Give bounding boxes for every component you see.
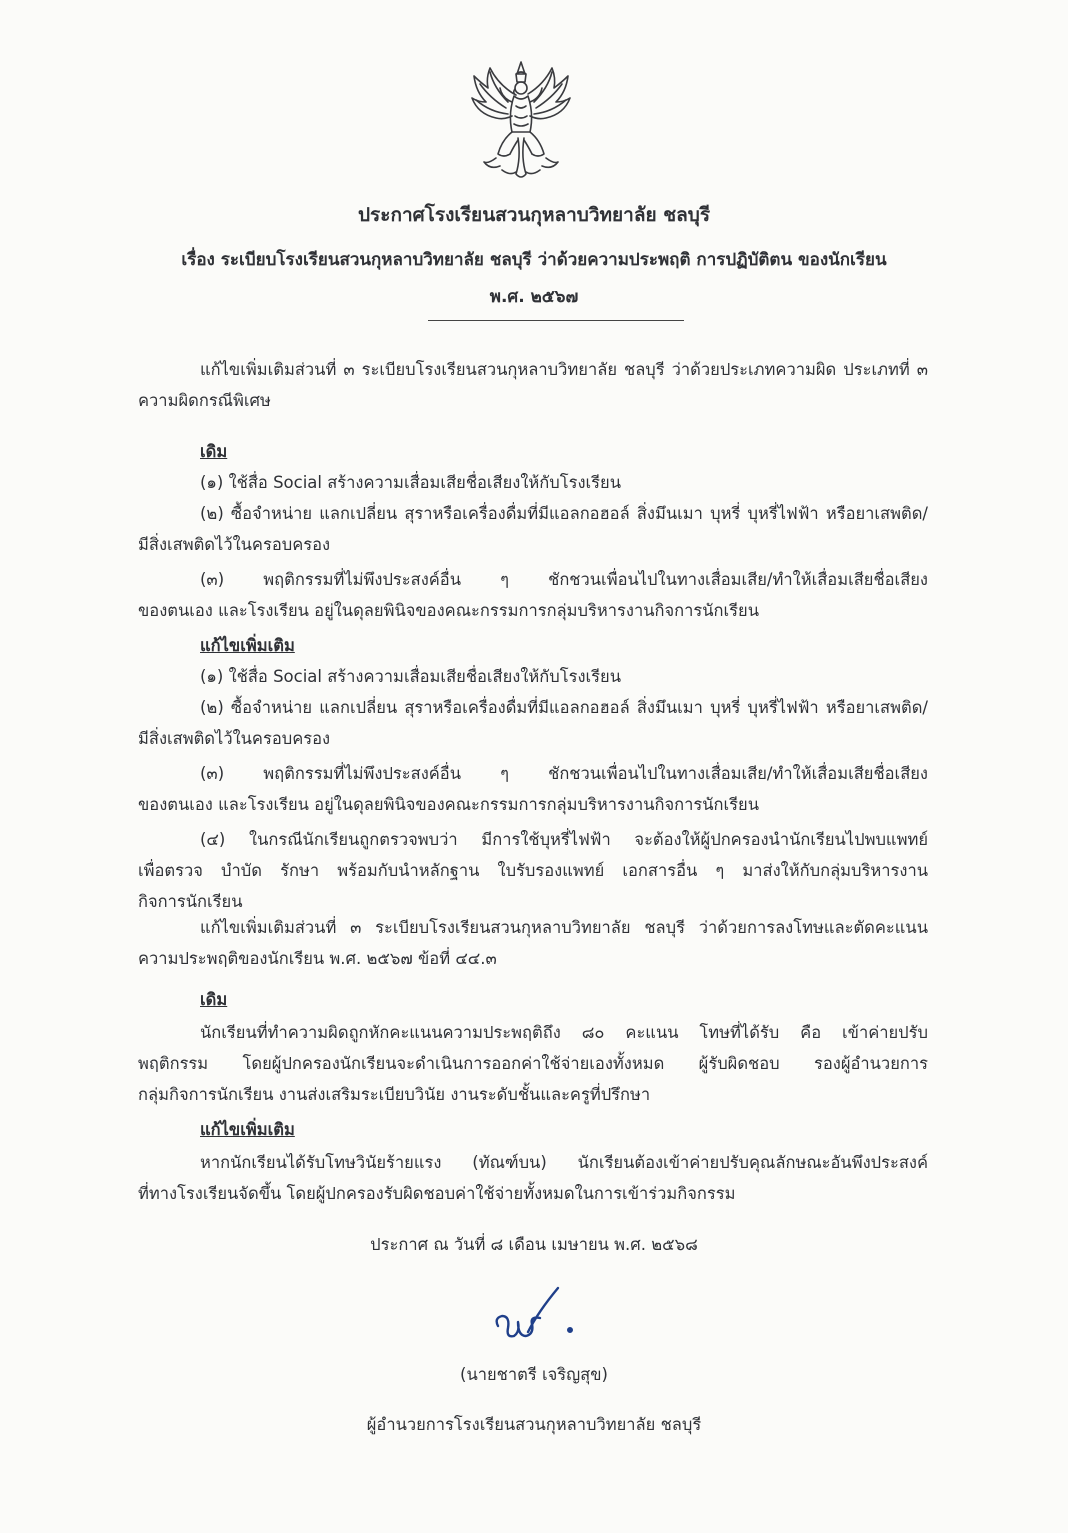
section-1-original-item-2-line-1: (๒) ซื้อจำหน่าย แลกเปลี่ยน สุราหรือเครื่องดื่มที่มีแอลกอฮอล์ สิ่งมึนเมา บุหรี่ บุหรี่ไฟฟ้า หรือยาเสพติด/ <box>200 504 928 523</box>
section-2-original-line-2: พฤติกรรม โดยผู้ปกครองนักเรียนจะดำเนินการออกค่าใช้จ่ายเองทั้งหมด ผู้รับผิดชอบ รองผู้อำนวยการ <box>138 1054 928 1073</box>
section-1 <box>138 354 928 917</box>
announcement-subject: เรื่อง ระเบียบโรงเรียนสวนกุหลาบวิทยาลัย ชลบุรี ว่าด้วยความประพฤติ การปฏิบัติตน ของนักเรียน <box>181 250 887 270</box>
section-2-intro-line-1: แก้ไขเพิ่มเติมส่วนที่ ๓ ระเบียบโรงเรียนสวนกุหลาบวิทยาลัย ชลบุรี ว่าด้วยการลงโทษและตัดคะแนน <box>200 918 928 937</box>
section-1-amended-item-3-line-2: ของตนเอง และโรงเรียน อยู่ในดุลยพินิจของคณะกรรมการกลุ่มบริหารงานกิจการนักเรียน <box>138 795 759 814</box>
section-2-amended-line-1: หากนักเรียนได้รับโทษวินัยร้ายแรง (ทัณฑ์บน) นักเรียนต้องเข้าค่ายปรับคุณลักษณะอันพึงประสงค์ <box>200 1153 928 1172</box>
section-2-amended-heading: แก้ไขเพิ่มเติม <box>200 1120 295 1139</box>
section-1-original-heading: เดิม <box>200 442 228 461</box>
section-1-original-item-2-line-2: มีสิ่งเสพติดไว้ในครอบครอง <box>138 535 331 554</box>
section-1-original-item-3-line-1: (๓) พฤติกรรมที่ไม่พึงประสงค์อื่น ๆ ชักชวนเพื่อนไปในทางเสื่อมเสีย/ทำให้เสื่อมเสียชื่อเสียง <box>200 570 928 589</box>
signer-name: (นายชาตรี เจริญสุข) <box>460 1365 608 1384</box>
signature-mark <box>488 1282 588 1356</box>
section-2-amended-line-2: ที่ทางโรงเรียนจัดขึ้น โดยผู้ปกครองรับผิดชอบค่าใช้จ่ายทั้งหมดในการเข้าร่วมกิจกรรม <box>138 1184 736 1203</box>
section-1-amended-item-4-line-3: กิจการนักเรียน <box>138 892 243 911</box>
section-1-intro-line-2: ความผิดกรณีพิเศษ <box>138 391 271 410</box>
section-2-original-heading: เดิม <box>200 990 228 1009</box>
section-1-intro-line-1: แก้ไขเพิ่มเติมส่วนที่ ๓ ระเบียบโรงเรียนสวนกุหลาบวิทยาลัย ชลบุรี ว่าด้วยประเภทความผิด ประเภทที่ ๓ <box>200 360 928 379</box>
header-divider <box>428 320 684 321</box>
announcement-year: พ.ศ. ๒๕๖๗ <box>489 287 579 307</box>
announcement-date: ประกาศ ณ วันที่ ๘ เดือน เมษายน พ.ศ. ๒๕๖๘ <box>370 1235 698 1254</box>
signer-position: ผู้อำนวยการโรงเรียนสวนกุหลาบวิทยาลัย ชลบุรี <box>366 1415 702 1434</box>
section-2-original-line-1: นักเรียนที่ทำความผิดถูกหักคะแนนความประพฤติถึง ๘๐ คะแนน โทษที่ได้รับ คือ เข้าค่ายปรับ <box>200 1023 928 1042</box>
section-1-amended-item-1: (๑) ใช้สื่อ Social สร้างความเสื่อมเสียชื่อเสียงให้กับโรงเรียน <box>200 667 621 686</box>
section-2-original-line-3: กลุ่มกิจการนักเรียน งานส่งเสริมระเบียบวินัย งานระดับชั้นและครูที่ปรึกษา <box>138 1085 651 1104</box>
section-2 <box>138 912 928 1209</box>
section-1-original-item-1: (๑) ใช้สื่อ Social สร้างความเสื่อมเสียชื่อเสียงให้กับโรงเรียน <box>200 473 621 492</box>
section-2-intro-line-2: ความประพฤติของนักเรียน พ.ศ. ๒๕๖๗ ข้อที่ ๔๔.๓ <box>138 949 497 968</box>
section-1-amended-item-3-line-1: (๓) พฤติกรรมที่ไม่พึงประสงค์อื่น ๆ ชักชวนเพื่อนไปในทางเสื่อมเสีย/ทำให้เสื่อมเสียชื่อเสียง <box>200 764 928 783</box>
announcement-title: ประกาศโรงเรียนสวนกุหลาบวิทยาลัย ชลบุรี <box>357 204 711 226</box>
garuda-emblem-icon <box>468 58 574 186</box>
section-1-amended-item-2-line-1: (๒) ซื้อจำหน่าย แลกเปลี่ยน สุราหรือเครื่องดื่มที่มีแอลกอฮอล์ สิ่งมึนเมา บุหรี่ บุหรี่ไฟฟ้า หรือยาเสพติด/ <box>200 698 928 717</box>
section-1-original-item-3-line-2: ของตนเอง และโรงเรียน อยู่ในดุลยพินิจของคณะกรรมการกลุ่มบริหารงานกิจการนักเรียน <box>138 601 759 620</box>
section-1-amended-item-2-line-2: มีสิ่งเสพติดไว้ในครอบครอง <box>138 729 331 748</box>
section-1-amended-item-4-line-2: เพื่อตรวจ บำบัด รักษา พร้อมกับนำหลักฐาน ใบรับรองแพทย์ เอกสารอื่น ๆ มาส่งให้กับกลุ่มบริหารงาน <box>138 861 928 880</box>
section-1-amended-heading: แก้ไขเพิ่มเติม <box>200 636 295 655</box>
section-1-amended-item-4-line-1: (๔) ในกรณีนักเรียนถูกตรวจพบว่า มีการใช้บุหรี่ไฟฟ้า จะต้องให้ผู้ปกครองนำนักเรียนไปพบแพทย์ <box>200 830 928 849</box>
